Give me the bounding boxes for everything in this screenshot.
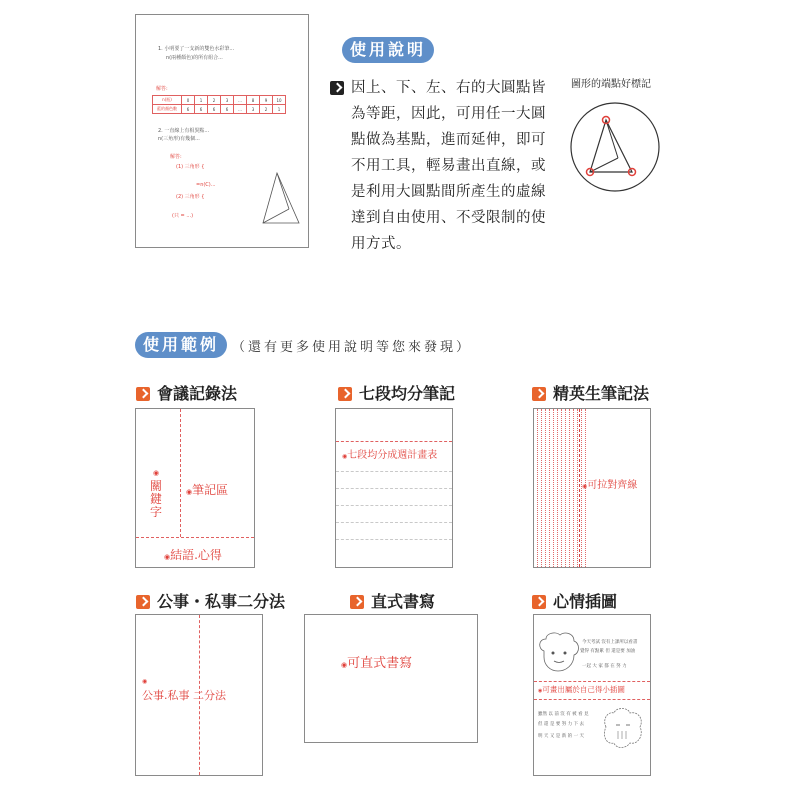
divider-line bbox=[336, 471, 452, 472]
cartoon-character-icon bbox=[536, 631, 580, 677]
example-page-meeting-notes bbox=[135, 408, 255, 568]
dotted-line bbox=[561, 409, 562, 567]
example-title-meeting-notes: 會議記錄法 bbox=[157, 384, 238, 403]
label-vertical-writing: ◉可直式書寫 bbox=[341, 656, 413, 671]
divider-line bbox=[336, 522, 452, 523]
usage-examples-badge: 使用範例 bbox=[135, 332, 227, 358]
chevron-right-icon bbox=[136, 595, 150, 609]
label-notes-area: ◉筆記區 bbox=[186, 483, 229, 497]
label-small-illustration: ◉可畫出屬於自己得小插圖 bbox=[538, 685, 625, 694]
handwritten-note-line: 明 天 又 是 新 的 一 天 bbox=[538, 734, 585, 739]
sample-math-page bbox=[135, 14, 309, 248]
label-alignment-lines: ◉可拉對齊線 bbox=[582, 480, 638, 491]
handwritten-note-line: 覺得 有點累 但 還是要 加油 bbox=[580, 649, 636, 654]
divider-line bbox=[180, 409, 181, 537]
example-title-seven-sections: 七段均分筆記 bbox=[359, 384, 456, 403]
sample-work: (1) 三角形 { bbox=[176, 164, 205, 170]
divider-line bbox=[336, 505, 452, 506]
label-keywords: ◉ 關鍵字 bbox=[149, 469, 162, 519]
dotted-line bbox=[569, 409, 570, 567]
divider-line bbox=[136, 537, 254, 538]
example-page-vertical-writing bbox=[304, 614, 478, 743]
sample-question-line: n(兩種顏色)的所有組合... bbox=[166, 55, 223, 61]
chevron-right-icon bbox=[338, 387, 352, 401]
dotted-line bbox=[545, 409, 546, 567]
cartoon-face-icon bbox=[600, 705, 646, 751]
sample-question-line: n(三角形)有幾個... bbox=[158, 136, 200, 142]
example-title-elite-notes: 精英生筆記法 bbox=[553, 384, 650, 403]
chevron-right-icon bbox=[330, 81, 344, 95]
dotted-line bbox=[577, 409, 578, 567]
example-page-elite-notes bbox=[533, 408, 651, 568]
chevron-right-icon bbox=[350, 595, 364, 609]
chevron-right-icon bbox=[532, 387, 546, 401]
sample-table: n(瓶) 0 1 2 3 ... 8 9 10 藍的顏色數 6 6 6 6 ... 3 2 1 bbox=[152, 95, 286, 114]
dotted-line bbox=[549, 409, 550, 567]
sample-question-line: 1. 小明要了一支新的雙色水彩筆... bbox=[158, 46, 235, 52]
label-weekly-plan: ◉七段均分成週計畫表 bbox=[342, 450, 438, 461]
example-title-business-private: 公事・私事二分法 bbox=[157, 592, 286, 611]
label-business-private: ◉ 公事.私事 二分法 bbox=[142, 678, 226, 702]
sample-answer-label: 解答: bbox=[156, 86, 168, 92]
dotted-line bbox=[541, 409, 542, 567]
example-page-mood-illustration bbox=[533, 614, 651, 776]
example-title-vertical-writing: 直式書寫 bbox=[371, 592, 436, 611]
usage-examples-subtitle: （還有更多使用說明等您來發現） bbox=[232, 340, 473, 355]
sample-question-line: 2. 一直線上有相異點... bbox=[158, 128, 210, 134]
divider-line bbox=[336, 441, 452, 442]
handwritten-note-line: 雖然 以 前 沒 有 被 看 見 bbox=[538, 712, 589, 717]
example-page-seven-sections bbox=[335, 408, 453, 568]
sample-work: (2) 三角形 { bbox=[176, 194, 205, 200]
dotted-line bbox=[553, 409, 554, 567]
dotted-line bbox=[557, 409, 558, 567]
handwritten-note-line: 但 還 是 要 努 力 下 去 bbox=[538, 722, 585, 727]
divider-line bbox=[336, 539, 452, 540]
divider-line bbox=[579, 409, 580, 567]
sample-work: =n(C)... bbox=[196, 182, 216, 188]
divider-line bbox=[534, 699, 650, 700]
sample-work: 解答: bbox=[170, 154, 182, 160]
chevron-right-icon bbox=[532, 595, 546, 609]
example-page-business-private bbox=[135, 614, 263, 776]
chevron-right-icon bbox=[136, 387, 150, 401]
example-title-mood-illustration: 心情插圖 bbox=[553, 592, 618, 611]
usage-instructions-badge: 使用說明 bbox=[342, 37, 434, 63]
divider-line bbox=[336, 488, 452, 489]
sample-work: (只 = ...) bbox=[172, 213, 194, 219]
divider-line bbox=[534, 681, 650, 682]
usage-description: 因上、下、左、右的大圓點皆為等距，因此，可用任一大圓點做為基點，進而延伸，即可不用工具，輕易畫出直線，或是利用大圓點間所產生的虛線達到自由使用、不受限制的使用方式。 bbox=[351, 80, 546, 252]
sample-triangle-figure bbox=[259, 169, 303, 229]
dotted-line bbox=[565, 409, 566, 567]
handwritten-note-line: 今天考試 沒有上課所以看書 bbox=[582, 640, 638, 645]
dotted-line bbox=[573, 409, 574, 567]
label-conclusion: ◉結語.心得 bbox=[164, 548, 222, 562]
handwritten-note-line: 一起 大 家 都 在 努 力 bbox=[582, 664, 627, 669]
dotted-line bbox=[537, 409, 538, 567]
circle-dot-diagram bbox=[568, 100, 662, 194]
diagram-label: 圖形的端點好標記 bbox=[571, 79, 651, 90]
